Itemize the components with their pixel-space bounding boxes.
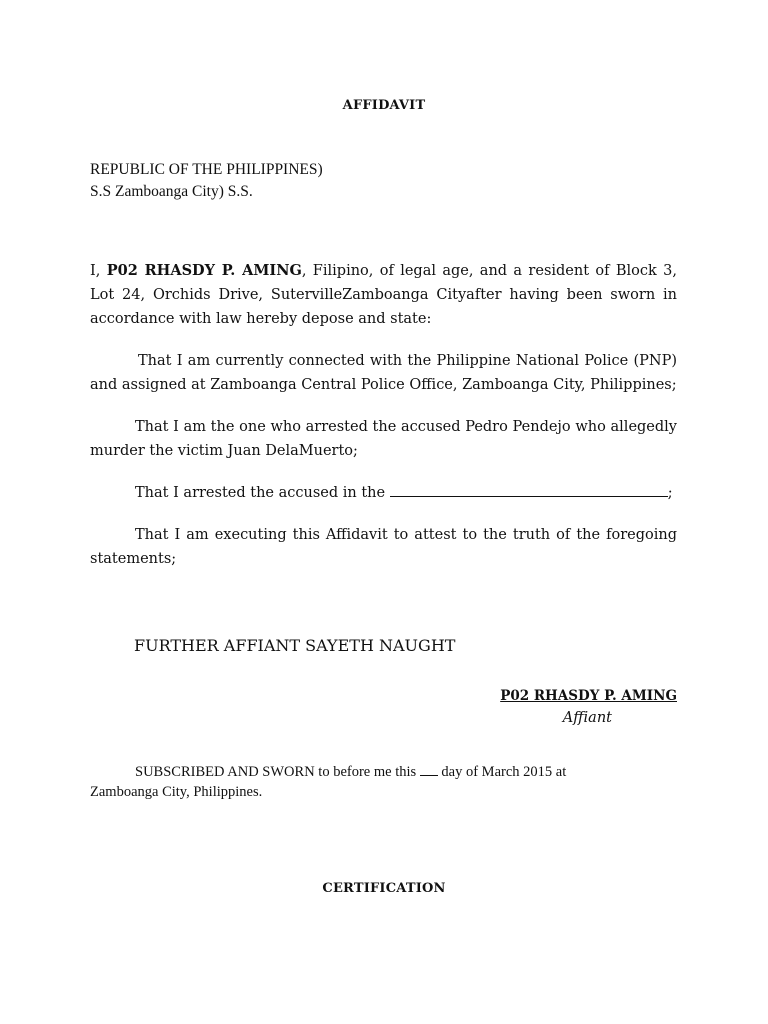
- affiant-name-inline: P02 RHASDY P. AMING: [106, 262, 302, 279]
- arrest-location-prefix: That I arrested the accused in the: [135, 485, 390, 501]
- jurat-prefix: SUBSCRIBED AND SWORN to before me this: [135, 764, 420, 780]
- signature-block: [500, 685, 677, 729]
- arrest-location-blank: [390, 482, 668, 497]
- jurat-block: [90, 762, 650, 802]
- arrest-location-suffix: ;: [667, 485, 673, 501]
- statement-pnp-assignment: That I am currently connected with the Philippine National Police (PNP) and assigned at Zamboanga Central Police Office, Zamboanga City, Philippines;: [90, 353, 677, 393]
- intro-prefix: I,: [90, 263, 107, 279]
- statement-arrest-location: [90, 481, 677, 505]
- venue-line-republic: REPUBLIC OF THE PHILIPPINES): [90, 161, 323, 178]
- jurat-suffix: day of March 2015 at: [437, 764, 567, 780]
- jurat-line-2: Zamboanga City, Philippines.: [90, 784, 263, 800]
- statement-truth-attestation: That I am executing this Affidavit to attest to the truth of the foregoing statements;: [90, 527, 677, 567]
- venue-line-city: S.S Zamboanga City) S.S.: [90, 183, 253, 200]
- signature-name: P02 RHASDY P. AMING: [500, 688, 677, 704]
- signature-role: Affiant: [562, 710, 612, 726]
- intro-paragraph: [90, 259, 677, 331]
- further-affiant-line: FURTHER AFFIANT SAYETH NAUGHT: [134, 636, 456, 655]
- venue-block: [90, 159, 323, 203]
- affidavit-title: AFFIDAVIT: [342, 98, 426, 113]
- jurat-line-1: [90, 762, 650, 782]
- intro-text: , Filipino, of legal age, and a resident of Block 3, Lot 24, Orchids Drive, SutervilleZamboanga Cityafter having been sworn in accordance with law hereby depose and state:: [90, 263, 677, 327]
- jurat-day-blank: [420, 763, 438, 776]
- certification-title: CERTIFICATION: [322, 881, 446, 896]
- statement-arrest-accused: That I am the one who arrested the accused Pedro Pendejo who allegedly murder the victim Juan DelaMuerto;: [90, 419, 677, 459]
